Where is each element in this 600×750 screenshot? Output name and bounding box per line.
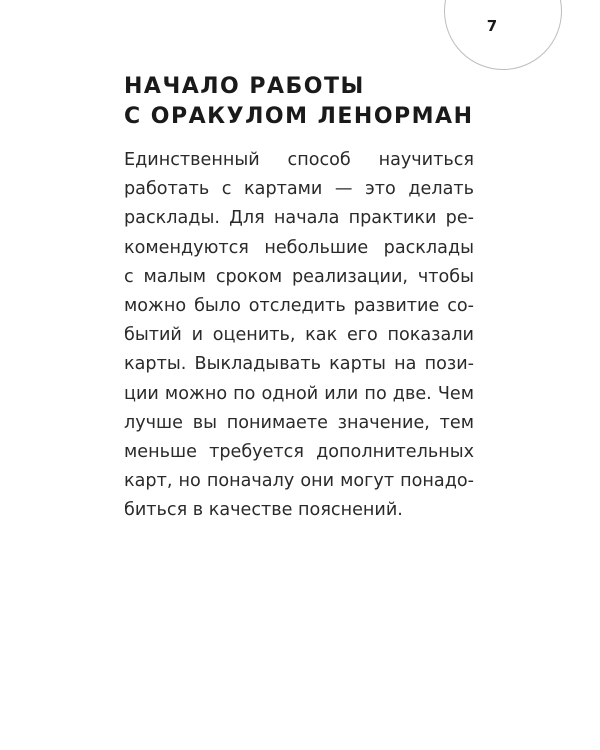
paragraph-line: комендуются небольшие расклады [124, 237, 474, 258]
paragraph-line: лучше вы понимаете значение, тем [124, 412, 474, 433]
heading-line: НАЧАЛО РАБОТЫ [124, 74, 365, 99]
paragraph-line: карт, но поначалу они могут понадо- [124, 471, 474, 492]
paragraph-line: карты. Выкладывать карты на пози- [124, 354, 474, 375]
heading-line: С ОРАКУЛОМ ЛЕНОРМАН [124, 104, 474, 129]
paragraph-line: расклады. Для начала практики ре- [124, 208, 474, 229]
paragraph-line: Единственный способ научиться [124, 150, 474, 170]
chapter-heading [124, 72, 474, 132]
paragraph-line: с малым сроком реализации, чтобы [124, 266, 474, 287]
paragraph-line: меньше требуется дополнительных [124, 442, 474, 463]
paragraph-line: можно было отследить развитие со- [124, 296, 474, 317]
paragraph-line: работать с картами — это делать [124, 179, 474, 200]
body-paragraph [124, 146, 474, 526]
paragraph-line: бытий и оценить, как его показали [124, 325, 474, 346]
page-number: 7 [486, 17, 498, 35]
paragraph-line: ции можно по одной или по две. Чем [124, 383, 474, 404]
paragraph-line: биться в качестве пояснений. [124, 500, 403, 521]
